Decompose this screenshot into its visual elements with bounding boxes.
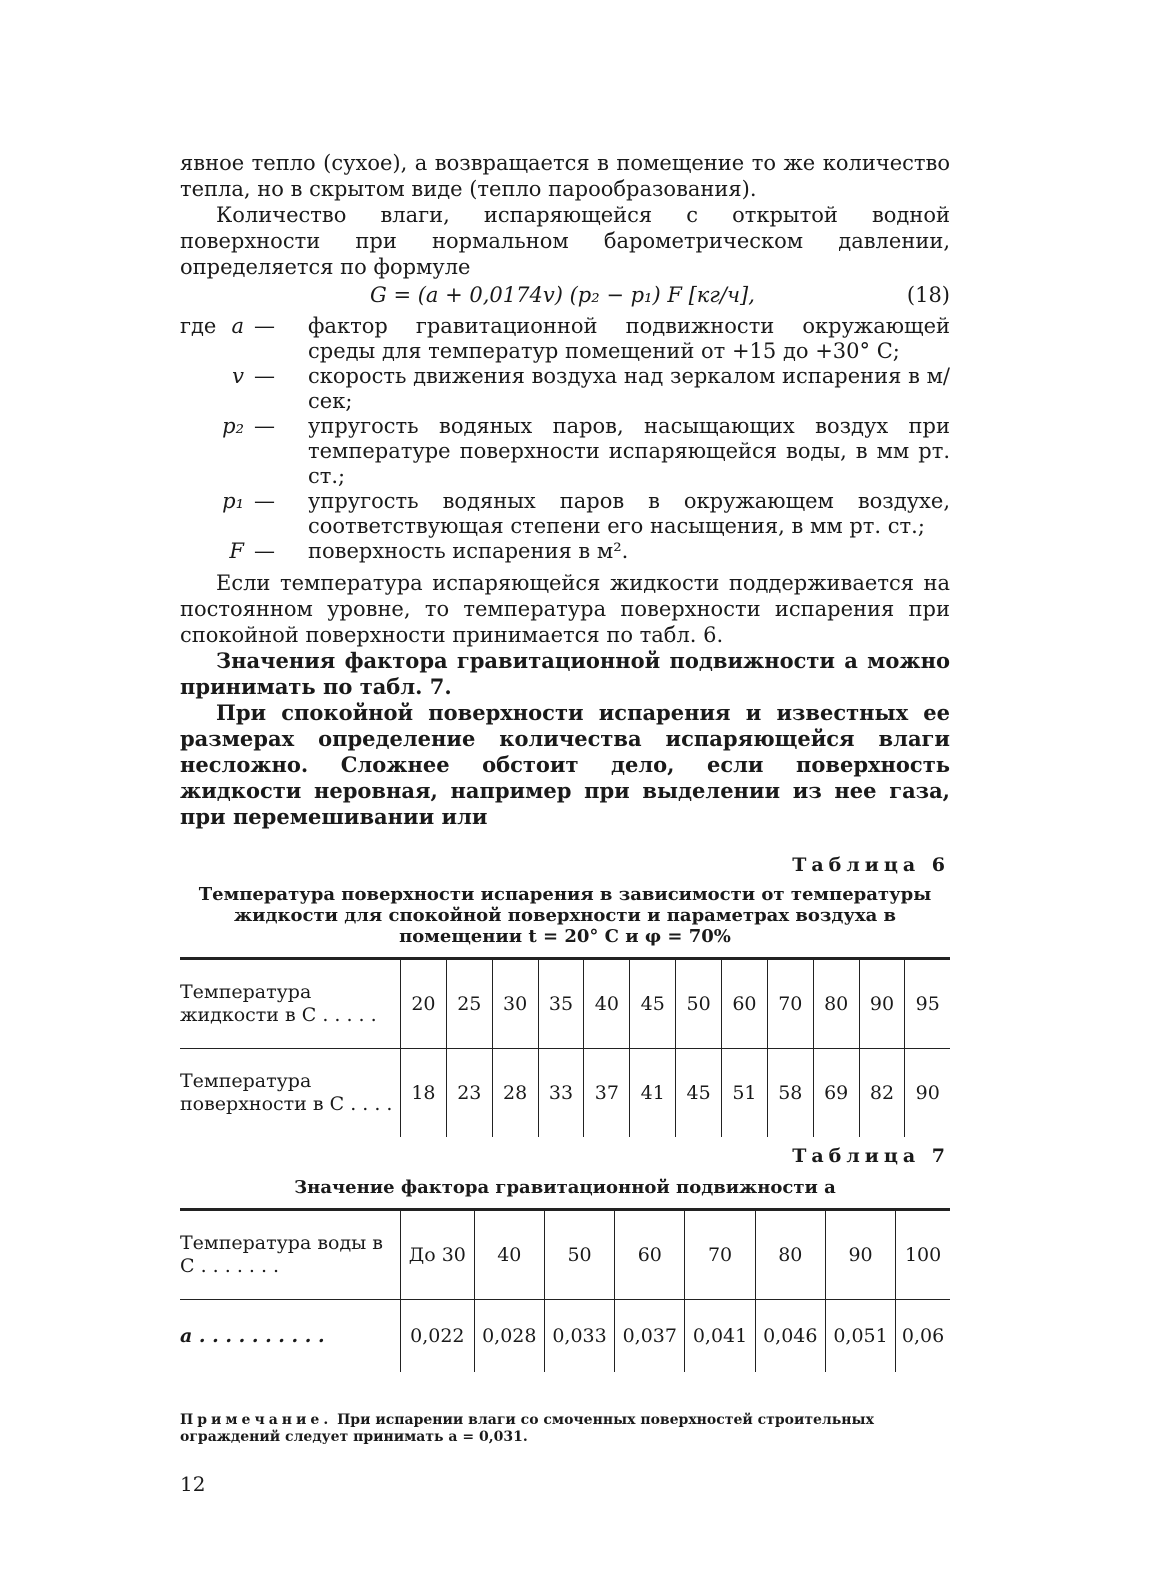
table-cell: 45 <box>630 959 676 1049</box>
table-cell: 45 <box>676 1049 722 1138</box>
table-note <box>180 1412 950 1446</box>
table-cell: 40 <box>474 1210 544 1300</box>
table7-label: Таблица 7 <box>792 1145 950 1167</box>
table-cell: 0,041 <box>685 1300 755 1373</box>
table-cell: 0,051 <box>825 1300 895 1373</box>
table-cell: 0,028 <box>474 1300 544 1373</box>
table-cell: 50 <box>676 959 722 1049</box>
table-cell: 33 <box>538 1049 584 1138</box>
table-cell: 0,022 <box>401 1300 475 1373</box>
table-7 <box>180 1208 950 1372</box>
table-cell: 100 <box>896 1210 950 1300</box>
definition-symbol: p₂ <box>222 414 244 438</box>
definition-text: упругость водяных паров, насыщающих воздух при температуре поверхности испаряющейся воды, в мм рт. ст.; <box>308 414 950 488</box>
paragraph-3: Если температура испаряющейся жидкости поддерживается на постоянном уровне, то температура поверхности испарения при спокойной поверхности принимается по табл. 6. <box>180 571 950 647</box>
table6-label: Таблица 6 <box>792 854 950 876</box>
table-cell: 37 <box>584 1049 630 1138</box>
formula-18 <box>180 280 950 310</box>
table-cell: 20 <box>401 959 447 1049</box>
definition-symbol: a <box>231 314 244 338</box>
table-row <box>180 1210 950 1300</box>
table-row <box>180 1049 950 1138</box>
definition-text: скорость движения воздуха над зеркалом испарения в м/сек; <box>308 364 950 413</box>
definition-dash: — <box>254 489 275 513</box>
definition-symbol: p₁ <box>222 489 244 513</box>
page-body <box>180 150 950 1496</box>
note-title: Примечание. <box>180 1412 333 1428</box>
paragraph-2: Количество влаги, испаряющейся с открытой водной поверхности при нормальном барометрическом давлении, определяется по формуле <box>180 203 950 279</box>
definition-item <box>180 314 950 364</box>
definition-dash: — <box>254 414 275 438</box>
table-row-header: a . . . . . . . . . . <box>180 1300 401 1373</box>
table-cell: 30 <box>492 959 538 1049</box>
table6-caption: Температура поверхности испарения в зависимости от температуры жидкости для спокойной поверхности и параметрах воздуха в помещении t = 20° С и φ = 70% <box>198 884 932 947</box>
page-number: 12 <box>180 1472 206 1496</box>
table-row <box>180 959 950 1049</box>
definition-symbol: v <box>232 364 244 388</box>
table-cell: 80 <box>813 959 859 1049</box>
table-cell: 58 <box>767 1049 813 1138</box>
table-cell: 0,046 <box>755 1300 825 1373</box>
table-cell: 28 <box>492 1049 538 1138</box>
definitions-list <box>180 314 950 564</box>
table-cell: 70 <box>767 959 813 1049</box>
table-row-header: Температура воды в С . . . . . . . <box>180 1232 384 1277</box>
table-cell: 50 <box>544 1210 614 1300</box>
paragraph-1: явное тепло (сухое), а возвращается в помещение то же количество тепла, но в скрытом виде (тепло парообразования). <box>180 151 950 201</box>
table-cell: 90 <box>825 1210 895 1300</box>
table-cell: 25 <box>446 959 492 1049</box>
paragraph-4: Значения фактора гравитационной подвижности a можно принимать по табл. 7. <box>180 648 950 699</box>
table-cell: 69 <box>813 1049 859 1138</box>
table-cell: 18 <box>401 1049 447 1138</box>
formula-expression: G = (a + 0,0174v) (p₂ − p₁) F [кг/ч], <box>370 283 755 307</box>
table-cell: 51 <box>722 1049 768 1138</box>
table-cell: 90 <box>905 1049 950 1138</box>
table-cell: 82 <box>859 1049 905 1138</box>
table-cell: 40 <box>584 959 630 1049</box>
table-cell: 0,06 <box>896 1300 950 1373</box>
table-cell: 0,033 <box>544 1300 614 1373</box>
table-cell: 95 <box>905 959 950 1049</box>
note-text: При испарении влаги со смоченных поверхностей строительных ограждений следует принимать a = 0,031. <box>180 1412 874 1445</box>
definition-text: фактор гравитационной подвижности окружающей среды для температур помещений от +15 до +30° С; <box>308 314 950 363</box>
table-cell: 41 <box>630 1049 676 1138</box>
table-cell: 60 <box>615 1210 685 1300</box>
table-cell: 60 <box>722 959 768 1049</box>
definition-symbol: F <box>229 539 244 563</box>
table-cell: 23 <box>446 1049 492 1138</box>
definition-dash: — <box>254 539 275 563</box>
definition-text: упругость водяных паров в окружающем воздухе, соответствующая степени его насыщения, в мм рт. ст.; <box>308 489 950 538</box>
definition-lead: где <box>180 314 217 338</box>
table-cell: 70 <box>685 1210 755 1300</box>
definition-item <box>180 414 950 489</box>
table-cell: 0,037 <box>615 1300 685 1373</box>
definition-dash: — <box>254 314 275 338</box>
table-row-header: Температура жидкости в С . . . . . <box>180 981 377 1026</box>
table-cell: 80 <box>755 1210 825 1300</box>
table-row-header: Температура поверхности в С . . . . <box>180 1049 401 1138</box>
table-cell: 90 <box>859 959 905 1049</box>
table7-caption: Значение фактора гравитационной подвижности a <box>294 1177 836 1198</box>
paragraph-5: При спокойной поверхности испарения и известных ее размерах определение количества испаряющейся влаги несложно. Сложнее обстоит дело, если поверхность жидкости неровная, например при выделении из нее газа, при перемешивании или <box>180 700 950 829</box>
table-6 <box>180 957 950 1137</box>
table-row <box>180 1300 950 1373</box>
definition-item <box>180 489 950 539</box>
formula-number: (18) <box>906 283 950 307</box>
table-cell: 35 <box>538 959 584 1049</box>
definition-text: поверхность испарения в м². <box>308 539 629 563</box>
definition-item <box>180 539 950 564</box>
table-cell: До 30 <box>401 1210 475 1300</box>
definition-dash: — <box>254 364 275 388</box>
definition-item <box>180 364 950 414</box>
